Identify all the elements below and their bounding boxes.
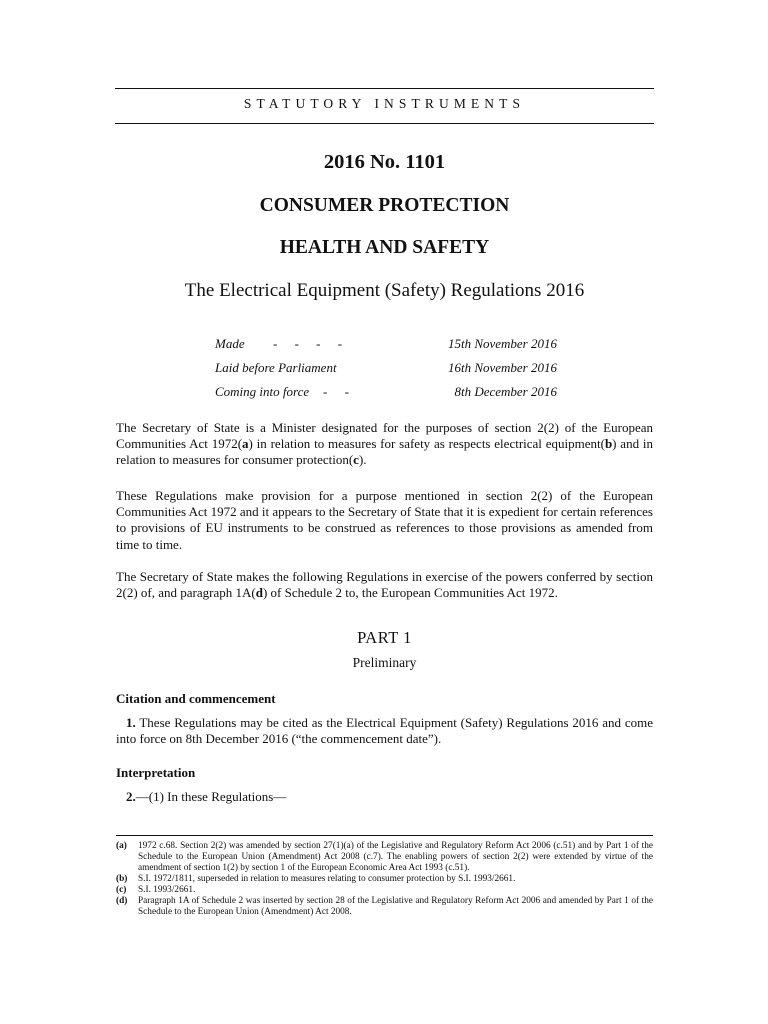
- text-run: These Regulations may be cited as the Electrical Equipment (Safety) Regulations 2016 and come into force on 8th December 2016 (“the commencement date”).: [116, 715, 653, 747]
- footnote-b: [116, 874, 653, 885]
- footnote-ref-c[interactable]: c: [353, 452, 359, 468]
- footnote-label: (b): [116, 874, 128, 884]
- footnote-a: [116, 841, 653, 874]
- footnote-label: (c): [116, 885, 127, 895]
- footnote-text: S.I. 1993/2661.: [138, 885, 196, 895]
- header-rule: [115, 123, 654, 124]
- part-subtitle: Preliminary: [352, 655, 417, 670]
- text-run: ) and in relation to measures for consumer protection(: [116, 436, 653, 468]
- regulation-number: 2.: [126, 789, 136, 804]
- subject-heading-2: HEALTH AND SAFETY: [279, 237, 490, 258]
- section-heading-citation: Citation and commencement: [116, 691, 276, 706]
- footnote-text: Paragraph 1A of Schedule 2 was inserted by section 28 of the Legislative and Regulatory Reform Act 2006 and amended by Part 1 of the Schedule to the European Union (Amendment) Act 2008.: [138, 896, 653, 917]
- text-run: —(1) In these Regulations—: [135, 789, 287, 804]
- section-heading-interpretation: Interpretation: [116, 765, 196, 780]
- preamble-paragraph-3: [116, 569, 653, 601]
- si-number: 2016 No. 1101: [323, 151, 446, 173]
- text-run: The Secretary of State is a Minister designated for the purposes of section 2(2) of the European Communities Act 1972(: [116, 420, 653, 452]
- date-value: 8th December 2016: [454, 384, 557, 399]
- footnote-text: 1972 c.68. Section 2(2) was amended by section 27(1)(a) of the Legislative and Regulatory Reform Act 2006 (c.51) and by Part 1 of the Schedule to the European Union (Amendment) Act 2008 (c.7). The enabling powers of section 2(2) were extended by virtue of the amendment of section 1(2) by section 1 of the European Economic Area Act 1993 (c.51).: [138, 841, 653, 873]
- footnote-rule: [116, 835, 653, 836]
- regulation-number: 1.: [126, 715, 136, 730]
- footnote-ref-a[interactable]: a: [242, 436, 249, 452]
- date-row-laid: [215, 360, 557, 378]
- footnote-d: [116, 896, 653, 918]
- footnote-label: (a): [116, 841, 127, 851]
- top-rule: [115, 88, 654, 89]
- date-dashes: - - - -: [273, 336, 343, 351]
- footnote-ref-b[interactable]: b: [604, 436, 613, 452]
- footnote-ref-d[interactable]: d: [255, 585, 263, 601]
- series-header: STATUTORY INSTRUMENTS: [243, 96, 526, 111]
- text-run: ) in relation to measures for safety as respects electrical equipment(: [248, 436, 605, 452]
- regulation-1-text: [116, 715, 653, 747]
- subject-heading-1: CONSUMER PROTECTION: [259, 195, 510, 216]
- date-value: 16th November 2016: [447, 360, 557, 375]
- preamble-paragraph-2: These Regulations make provision for a purpose mentioned in section 2(2) of the European Communities Act 1972 and it appears to the Secretary of State that it is expedient for certain references to provisions of EU instruments to be construed as references to those provisions as amended from time to time.: [116, 488, 653, 552]
- preamble-paragraph-1: [116, 420, 653, 469]
- date-row-in-force: [215, 384, 557, 402]
- text-run: The Secretary of State makes the following Regulations in exercise of the powers conferred by section 2(2) of, and paragraph 1A(: [116, 569, 653, 601]
- text-run: ) of Schedule 2 to, the European Communities Act 1972.: [262, 585, 558, 601]
- date-value: 15th November 2016: [447, 336, 557, 351]
- date-label: Laid before Parliament: [215, 360, 337, 375]
- footnotes: [116, 841, 653, 918]
- part-title: PART 1: [357, 628, 412, 647]
- footnote-label: (d): [116, 896, 128, 906]
- text-run: ).: [358, 452, 367, 468]
- date-dashes: - -: [323, 384, 349, 399]
- regulation-2-text: [116, 789, 653, 805]
- regulations-title: The Electrical Equipment (Safety) Regulations 2016: [184, 280, 585, 301]
- date-row-made: [215, 336, 557, 354]
- footnote-text: S.I. 1972/1811, superseded in relation to measures relating to consumer protection by S.I. 1993/2661.: [138, 874, 516, 884]
- date-label: Coming into force: [215, 384, 310, 399]
- footnote-c: [116, 885, 653, 896]
- date-label: Made: [215, 336, 245, 351]
